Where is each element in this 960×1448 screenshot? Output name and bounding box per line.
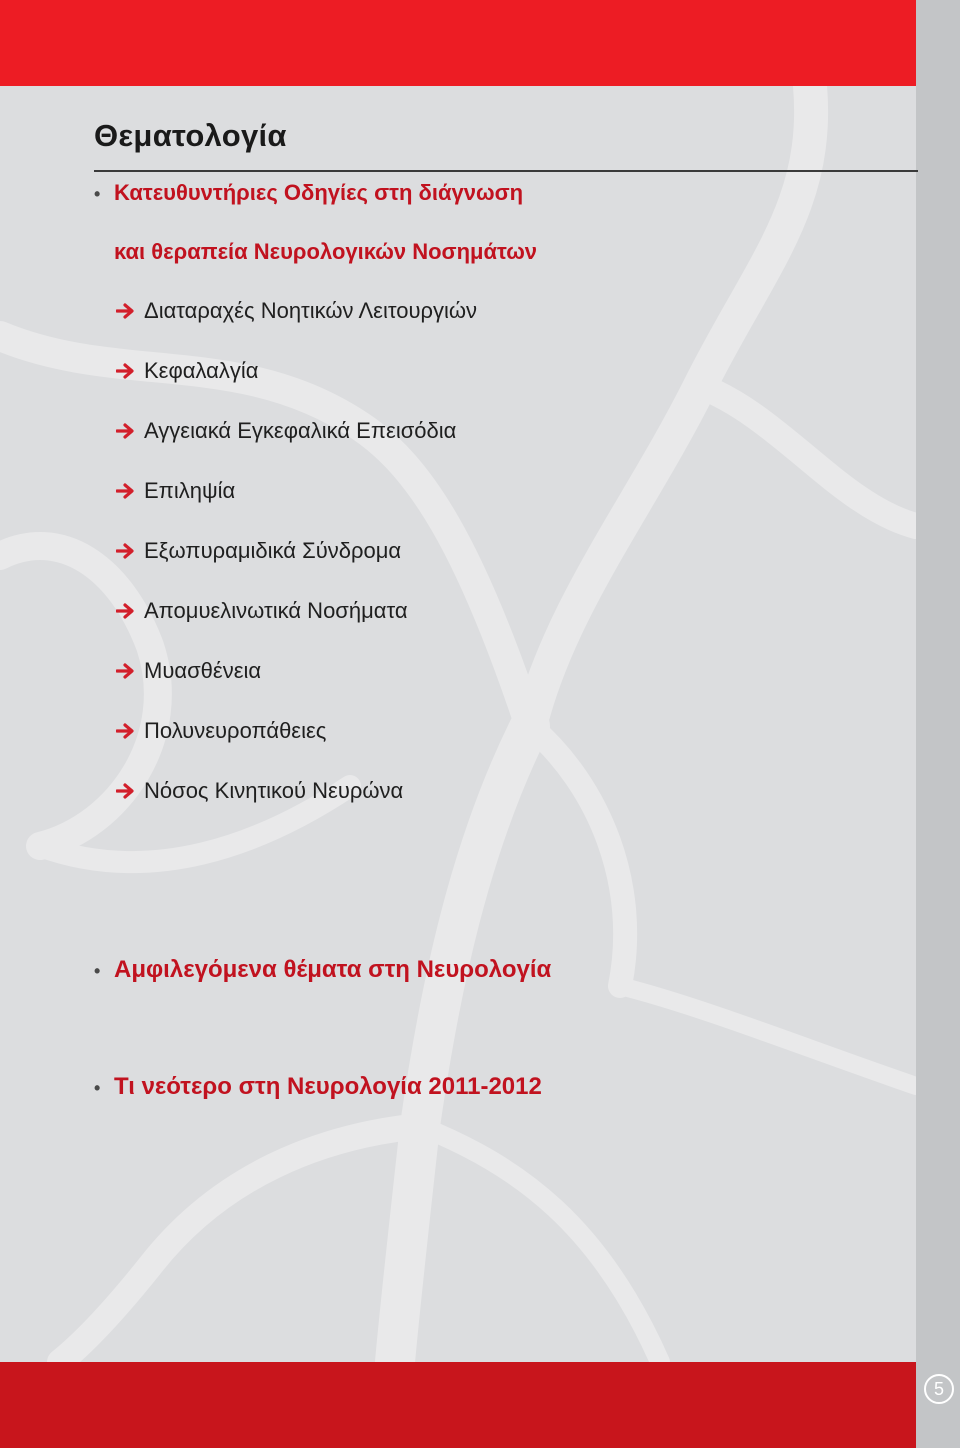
title-rule [94, 170, 918, 172]
red-arrow-right-icon [116, 783, 136, 799]
list-item [116, 718, 326, 744]
list-item [116, 358, 258, 384]
section-heading-line1: Κατευθυντήριες Οδηγίες στη διάγνωση [114, 180, 524, 205]
red-arrow-right-icon [116, 723, 136, 739]
bullet-dot-icon: • [94, 1078, 101, 1098]
section-heading-line1: Τι νεότερο στη Νευρολογία 2011-2012 [114, 1073, 542, 1100]
list-item-label: Κεφαλαλγία [144, 358, 259, 383]
list-item [116, 418, 456, 444]
page-title: Θεματολογία [94, 118, 287, 153]
bullet-dot-icon: • [94, 184, 101, 204]
list-item [116, 598, 408, 624]
section-latest-heading [94, 1073, 542, 1101]
right-gray-strip [916, 0, 960, 1448]
list-item-label: Πολυνευροπάθειες [144, 718, 327, 743]
list-item-label: Απομυελινωτικά Νοσήματα [144, 598, 408, 623]
list-item [116, 778, 403, 804]
red-arrow-right-icon [116, 423, 136, 439]
bullet-dot-icon: • [94, 961, 101, 981]
bottom-red-band [0, 1362, 916, 1448]
list-item-label: Εξωπυραμιδικά Σύνδρομα [144, 538, 402, 563]
red-arrow-right-icon [116, 603, 136, 619]
red-arrow-right-icon [116, 543, 136, 559]
red-arrow-right-icon [116, 363, 136, 379]
list-item-label: Νόσος Κινητικού Νευρώνα [144, 778, 404, 803]
list-item [116, 298, 477, 324]
red-arrow-right-icon [116, 303, 136, 319]
section-controversies-heading [94, 956, 551, 984]
red-arrow-right-icon [116, 663, 136, 679]
top-red-band [0, 0, 916, 86]
list-item [116, 478, 235, 504]
list-item-label: Διαταραχές Νοητικών Λειτουργιών [144, 298, 478, 323]
page-number-badge: 5 [924, 1374, 954, 1404]
list-item [116, 538, 401, 564]
section-heading-line1: Αμφιλεγόμενα θέματα στη Νευρολογία [114, 956, 552, 983]
list-item [116, 658, 261, 684]
list-item-label: Μυασθένεια [144, 658, 262, 683]
red-arrow-right-icon [116, 483, 136, 499]
section-guidelines-heading [94, 180, 523, 206]
section-heading-line2: και θεραπεία Νευρολογικών Νοσημάτων [114, 239, 538, 264]
list-item-label: Αγγειακά Εγκεφαλικά Επεισόδια [144, 418, 457, 443]
list-item-label: Επιληψία [144, 478, 236, 503]
